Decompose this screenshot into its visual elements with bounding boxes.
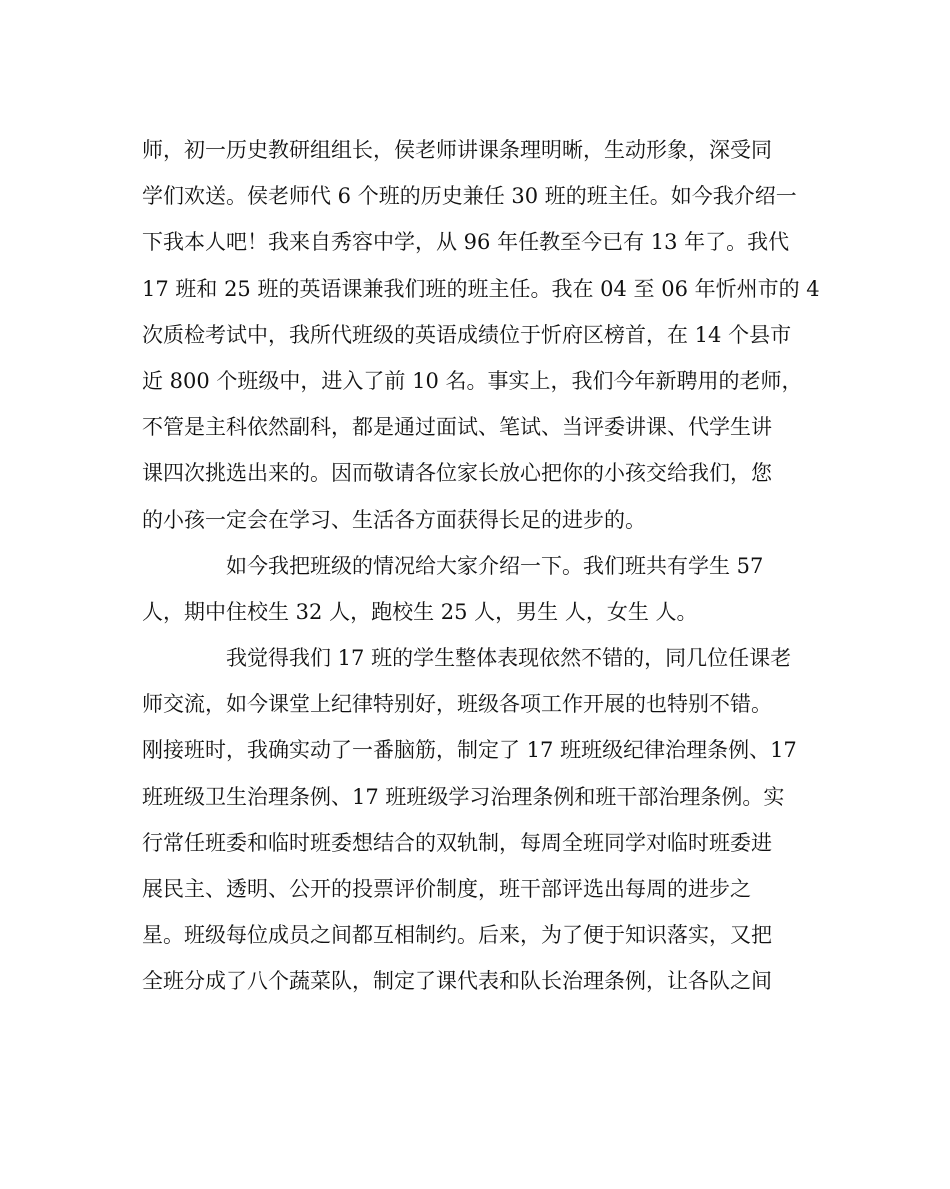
text-line: 次质检考试中，我所代班级的英语成绩位于忻府区榜首，在 14 个县市 — [142, 322, 792, 347]
text-line: 下我本人吧！我来自秀容中学，从 96 年任教至今已有 13 年了。我代 — [142, 230, 790, 255]
text-line: 行常任班委和临时班委想结合的双轨制，每周全班同学对临时班委进 — [142, 830, 772, 855]
text-line — [142, 1005, 822, 1051]
text-line: 近 800 个班级中，进入了前 10 名。事实上，我们今年新聘用的老师， — [142, 368, 803, 393]
text-line: 班班级卫生治理条例、17 班班级学习治理条例和班干部治理条例。实 — [142, 784, 785, 809]
document-body — [142, 127, 822, 1051]
paragraph-1 — [142, 127, 822, 543]
text-line: 刚接班时，我确实动了一番脑筋，制定了 17 班班级纪律治理条例、17 — [142, 738, 797, 763]
text-line: 星。班级每位成员之间都互相制约。后来，为了便于知识落实，又把 — [142, 923, 772, 948]
text-line: 17 班和 25 班的英语课兼我们班的班主任。我在 04 至 06 年忻州市的 4 — [142, 276, 820, 301]
text-line: 人，期中住校生 32 人，跑校生 25 人，男生 人，女生 人。 — [142, 599, 698, 624]
paragraph-3 — [142, 635, 822, 1051]
text-line: 展民主、透明、公开的投票评价制度，班干部评选出每周的进步之 — [142, 877, 751, 901]
text-line: 不管是主科依然副科，都是通过面试、笔试、当评委讲课、代学生讲 — [142, 415, 772, 440]
text-line-indented: 我觉得我们 17 班的学生整体表现依然不错的，同几位任课老 — [226, 646, 792, 671]
text-line: 全班分成了八个蔬菜队，制定了课代表和队长治理条例，让各队之间 — [142, 969, 772, 994]
text-line: 学们欢送。侯老师代 6 个班的历史兼任 30 班的班主任。如今我介绍一 — [142, 184, 797, 209]
text-line: 的小孩一定会在学习、生活各方面获得长足的进步的。 — [142, 507, 646, 532]
text-line: 师交流，如今课堂上纪律特别好，班级各项工作开展的也特别不错。 — [142, 692, 772, 717]
paragraph-2 — [142, 543, 822, 635]
text-line: 课四次挑选出来的。因而敬请各位家长放心把你的小孩交给我们，您 — [142, 461, 772, 486]
text-line: 师，初一历史教研组组长，侯老师讲课条理明晰，生动形象，深受同 — [142, 138, 772, 162]
text-line-indented: 如今我把班级的情况给大家介绍一下。我们班共有学生 57 — [226, 553, 764, 578]
